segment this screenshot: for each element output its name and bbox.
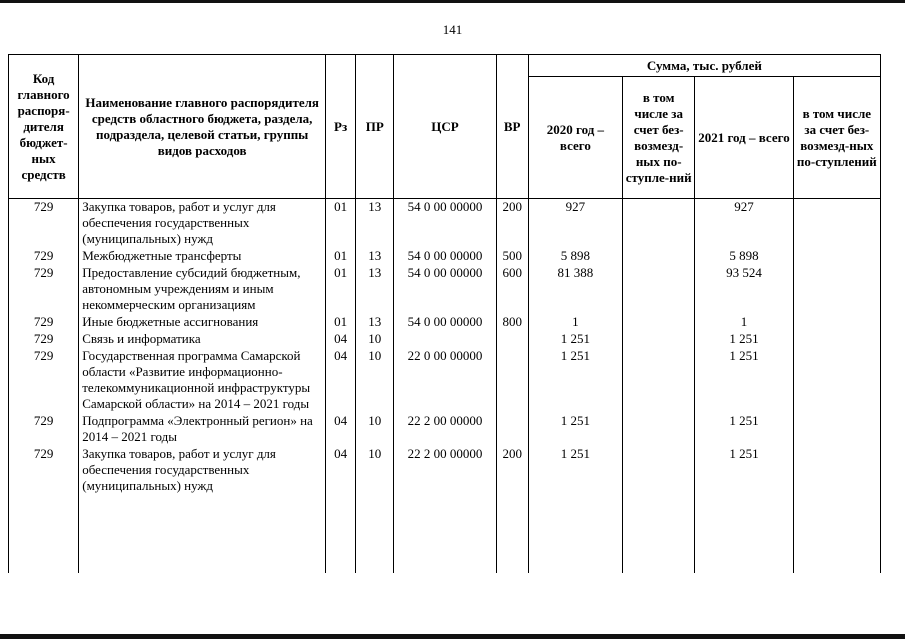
cell-csr: 54 0 00 00000 [394,265,496,314]
cell-code: 729 [9,199,79,249]
cell-vr: 600 [496,265,528,314]
top-border-line [0,0,905,3]
cell-name: Государственная программа Самарской области «Развитие информационно-телекоммуникационной инфраструктуры Самарской области» на 2014 – 2021 годы [79,348,326,413]
cell-name: Межбюджетные трансферты [79,248,326,265]
table-header [9,55,881,199]
cell-2020-total: 1 251 [528,413,622,446]
cell-2020-total: 1 [528,314,622,331]
bottom-border-line [0,634,905,639]
page-number: 141 [442,22,463,37]
cell-csr [394,331,496,348]
header-2020-grants: в том числе за счет без-возмезд-ных по-ступле-ний [623,77,695,199]
table-row [9,314,881,331]
cell-2020-grants [623,199,695,249]
cell-pr: 10 [356,413,394,446]
cell-2021-total: 1 251 [695,348,793,413]
cell-vr: 200 [496,199,528,249]
cell-2020-total: 1 251 [528,348,622,413]
cell-2021-total: 5 898 [695,248,793,265]
cell-2020-total: 1 251 [528,446,622,502]
cell-code: 729 [9,348,79,413]
cell-pr: 13 [356,265,394,314]
cell-2021-grants [793,446,880,502]
cell-rz: 01 [326,248,356,265]
cell-pr: 13 [356,314,394,331]
table-row [9,413,881,446]
cell-2021-grants [793,413,880,446]
cell-csr: 22 2 00 00000 [394,413,496,446]
header-name: Наименование главного распорядителя средств областного бюджета, раздела, подраздела, целевой статьи, группы видов расходов [79,55,326,199]
cell-vr [496,348,528,413]
cell-pr: 10 [356,331,394,348]
cell-rz: 04 [326,348,356,413]
cell-vr [496,331,528,348]
cell-code: 729 [9,331,79,348]
header-code: Код главного распоря-дителя бюджет-ных средств [9,55,79,199]
cell-2021-grants [793,331,880,348]
table-row [9,248,881,265]
cell-2021-total: 1 251 [695,331,793,348]
cell-vr: 200 [496,446,528,502]
header-sum: Сумма, тыс. рублей [528,55,880,77]
cell-csr: 22 2 00 00000 [394,446,496,502]
cell-2020-grants [623,348,695,413]
cell-name: Закупка товаров, работ и услуг для обеспечения государственных (муниципальных) нужд [79,199,326,249]
cell-2020-grants [623,265,695,314]
cell-2020-grants [623,248,695,265]
table-blank-space [9,502,881,573]
cell-rz: 04 [326,413,356,446]
cell-name: Предоставление субсидий бюджетным, автономным учреждениям и иным некоммерческим организациям [79,265,326,314]
header-2021-grants: в том числе за счет без-возмезд-ных по-ступлений [793,77,880,199]
header-2020-total: 2020 год – всего [528,77,622,199]
cell-2021-grants [793,248,880,265]
budget-table [8,54,881,573]
cell-name: Иные бюджетные ассигнования [79,314,326,331]
header-rz: Рз [326,55,356,199]
cell-2020-total: 5 898 [528,248,622,265]
cell-2021-total: 93 524 [695,265,793,314]
cell-pr: 13 [356,248,394,265]
cell-2020-total: 1 251 [528,331,622,348]
cell-vr: 800 [496,314,528,331]
cell-name: Подпрограмма «Электронный регион» на 2014 – 2021 годы [79,413,326,446]
cell-2021-total: 1 251 [695,446,793,502]
cell-2020-grants [623,446,695,502]
table-body [9,199,881,574]
cell-code: 729 [9,248,79,265]
table-row [9,265,881,314]
table-row [9,348,881,413]
cell-rz: 04 [326,331,356,348]
cell-vr [496,413,528,446]
cell-name: Связь и информатика [79,331,326,348]
cell-pr: 10 [356,446,394,502]
cell-csr: 54 0 00 00000 [394,314,496,331]
cell-2020-grants [623,413,695,446]
table-row [9,446,881,502]
cell-code: 729 [9,265,79,314]
cell-rz: 04 [326,446,356,502]
cell-2020-grants [623,331,695,348]
cell-name: Закупка товаров, работ и услуг для обеспечения государственных (муниципальных) нужд [79,446,326,502]
cell-rz: 01 [326,199,356,249]
cell-pr: 10 [356,348,394,413]
cell-code: 729 [9,413,79,446]
cell-2021-total: 1 251 [695,413,793,446]
cell-2020-grants [623,314,695,331]
cell-csr: 22 0 00 00000 [394,348,496,413]
header-vr: ВР [496,55,528,199]
cell-2021-grants [793,348,880,413]
header-csr: ЦСР [394,55,496,199]
cell-code: 729 [9,446,79,502]
cell-2021-total: 1 [695,314,793,331]
table-row [9,199,881,249]
table-row [9,331,881,348]
cell-2021-grants [793,314,880,331]
header-pr: ПР [356,55,394,199]
cell-rz: 01 [326,314,356,331]
cell-vr: 500 [496,248,528,265]
cell-2020-total: 927 [528,199,622,249]
cell-pr: 13 [356,199,394,249]
cell-rz: 01 [326,265,356,314]
cell-2021-total: 927 [695,199,793,249]
cell-csr: 54 0 00 00000 [394,248,496,265]
cell-csr: 54 0 00 00000 [394,199,496,249]
header-2021-total: 2021 год – всего [695,77,793,199]
cell-2021-grants [793,199,880,249]
cell-code: 729 [9,314,79,331]
cell-2021-grants [793,265,880,314]
cell-2020-total: 81 388 [528,265,622,314]
